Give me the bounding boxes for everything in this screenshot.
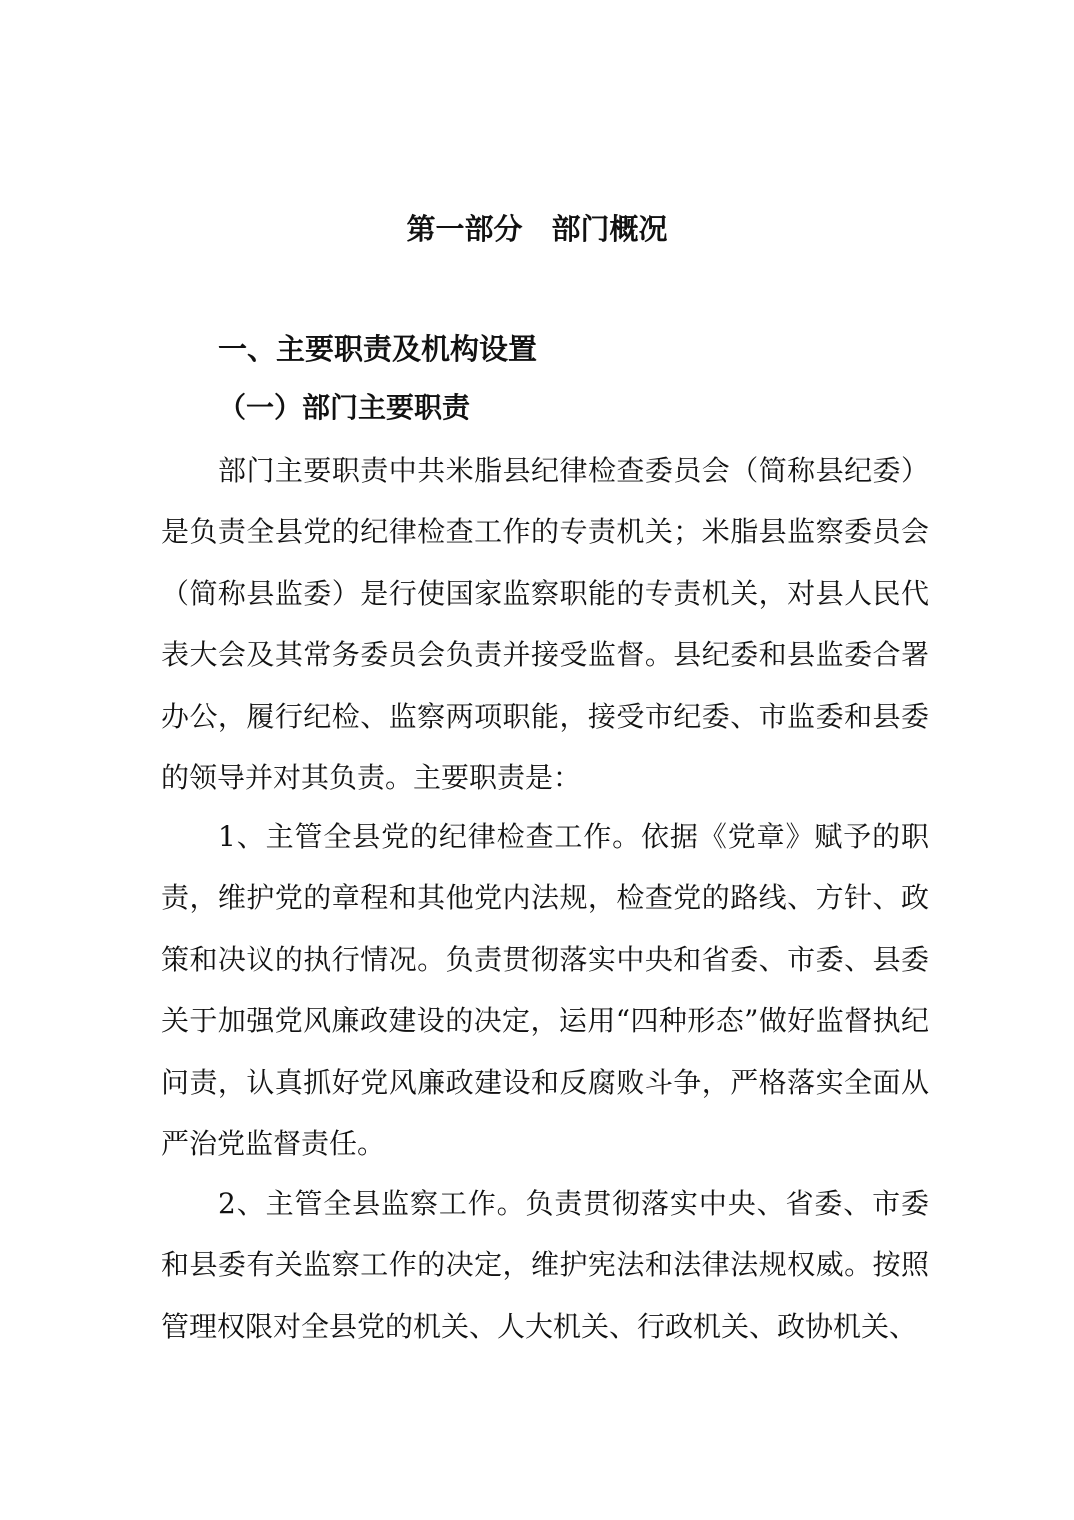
paragraph-duty-1: 1、主管全县党的纪律检查工作。依据《党章》赋予的职责，维护党的章程和其他党内法规，检查党的路线、方针、政策和决议的执行情况。负责贯彻落实中央和省委、市委、县委关于加强党风廉政建设的决定，运用“四种形态”做好监督执纪问责，认真抓好党风廉政建设和反腐败斗争，严格落实全面从严治党监督责任。 (161, 820, 929, 1161)
section-heading: 一、主要职责及机构设置 (218, 332, 538, 366)
subsection-heading: （一）部门主要职责 (218, 391, 471, 424)
paragraph-duty-2: 2、主管全县监察工作。负责贯彻落实中央、省委、市委和县委有关监察工作的决定，维护宪法和法律法规权威。按照管理权限对全县党的机关、人大机关、行政机关、政协机关、 (161, 1187, 929, 1343)
page-title: 第一部分 部门概况 (406, 212, 668, 246)
paragraph-duties-intro: 部门主要职责中共米脂县纪律检查委员会（简称县纪委）是负责全县党的纪律检查工作的专责机关；米脂县监察委员会（简称县监委）是行使国家监察职能的专责机关，对县人民代表大会及其常务委员会负责并接受监督。县纪委和县监委合署办公，履行纪检、监察两项职能，接受市纪委、市监委和县委的领导并对其负责。主要职责是： (161, 454, 929, 795)
